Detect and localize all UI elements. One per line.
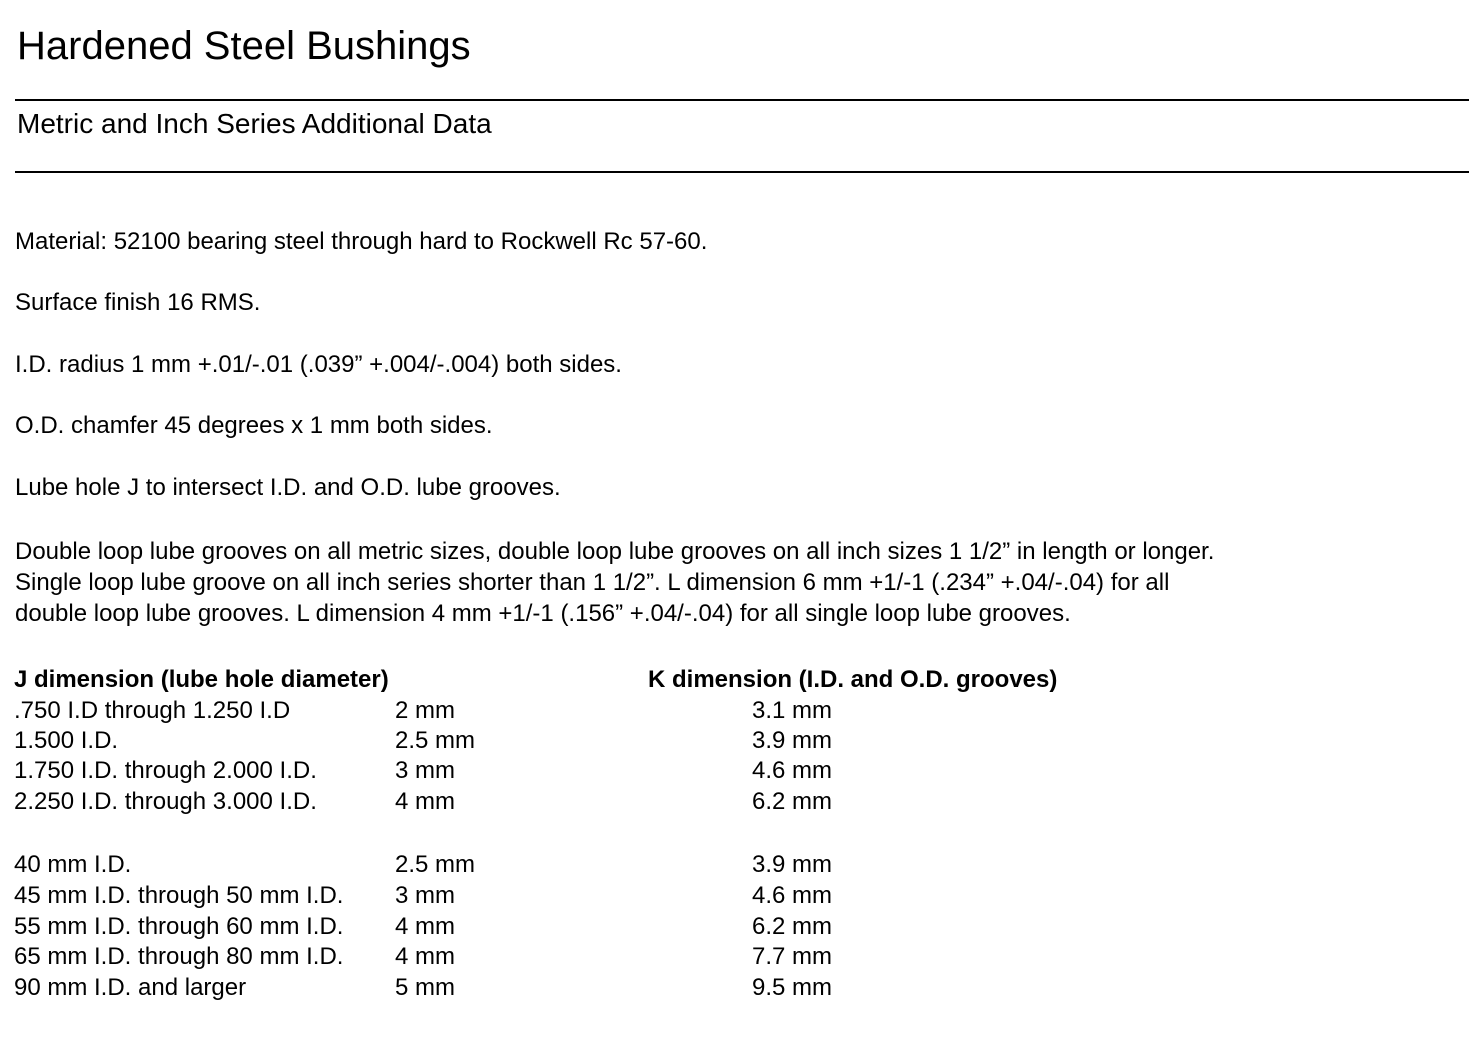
metric-row-j: 4 mm (395, 943, 455, 970)
j-dimension-header: J dimension (lube hole diameter) (14, 666, 389, 693)
metric-row-range: 45 mm I.D. through 50 mm I.D. (14, 882, 344, 909)
inch-row-range: 1.750 I.D. through 2.000 I.D. (14, 757, 317, 784)
spec-material: Material: 52100 bearing steel through hard to Rockwell Rc 57-60. (15, 228, 708, 255)
top-rule (15, 99, 1469, 101)
spec-surface-finish: Surface finish 16 RMS. (15, 289, 261, 316)
metric-row-range: 40 mm I.D. (14, 851, 132, 878)
k-dimension-header: K dimension (I.D. and O.D. grooves) (648, 666, 1058, 693)
metric-row-k: 9.5 mm (752, 974, 833, 1001)
metric-row-range: 65 mm I.D. through 80 mm I.D. (14, 943, 344, 970)
metric-row-k: 4.6 mm (752, 882, 833, 909)
inch-row-k: 3.9 mm (752, 727, 833, 754)
spec-lube-hole: Lube hole J to intersect I.D. and O.D. lube grooves. (15, 474, 561, 501)
inch-row-j: 4 mm (395, 788, 455, 815)
inch-row-j: 3 mm (395, 757, 455, 784)
metric-row-j: 3 mm (395, 882, 455, 909)
inch-row-j: 2 mm (395, 697, 455, 724)
grooves-line-1: Double loop lube grooves on all metric sizes, double loop lube grooves on all inch sizes 1 1/2” in length or longer. (15, 538, 1215, 565)
metric-row-k: 3.9 mm (752, 851, 833, 878)
metric-row-j: 5 mm (395, 974, 455, 1001)
inch-row-k: 4.6 mm (752, 757, 833, 784)
metric-row-range: 90 mm I.D. and larger (14, 974, 247, 1001)
page-title: Hardened Steel Bushings (17, 24, 471, 68)
metric-row-k: 6.2 mm (752, 913, 833, 940)
grooves-line-2: Single loop lube groove on all inch series shorter than 1 1/2”. L dimension 6 mm +1/-1 (.234” +.04/-.04) for all (15, 569, 1170, 596)
metric-row-j: 2.5 mm (395, 851, 476, 878)
metric-row-range: 55 mm I.D. through 60 mm I.D. (14, 913, 344, 940)
metric-row-k: 7.7 mm (752, 943, 833, 970)
metric-row-j: 4 mm (395, 913, 455, 940)
inch-row-range: 1.500 I.D. (14, 727, 119, 754)
inch-row-range: .750 I.D through 1.250 I.D (14, 697, 291, 724)
grooves-line-3: double loop lube grooves. L dimension 4 mm +1/-1 (.156” +.04/-.04) for all single loop lube grooves. (15, 600, 1071, 627)
bottom-rule (15, 171, 1469, 173)
inch-row-range: 2.250 I.D. through 3.000 I.D. (14, 788, 317, 815)
page-subtitle: Metric and Inch Series Additional Data (17, 108, 492, 139)
inch-row-k: 3.1 mm (752, 697, 833, 724)
spec-od-chamfer: O.D. chamfer 45 degrees x 1 mm both sides. (15, 412, 493, 439)
spec-id-radius: I.D. radius 1 mm +.01/-.01 (.039” +.004/-.004) both sides. (15, 351, 622, 378)
inch-row-k: 6.2 mm (752, 788, 833, 815)
inch-row-j: 2.5 mm (395, 727, 476, 754)
